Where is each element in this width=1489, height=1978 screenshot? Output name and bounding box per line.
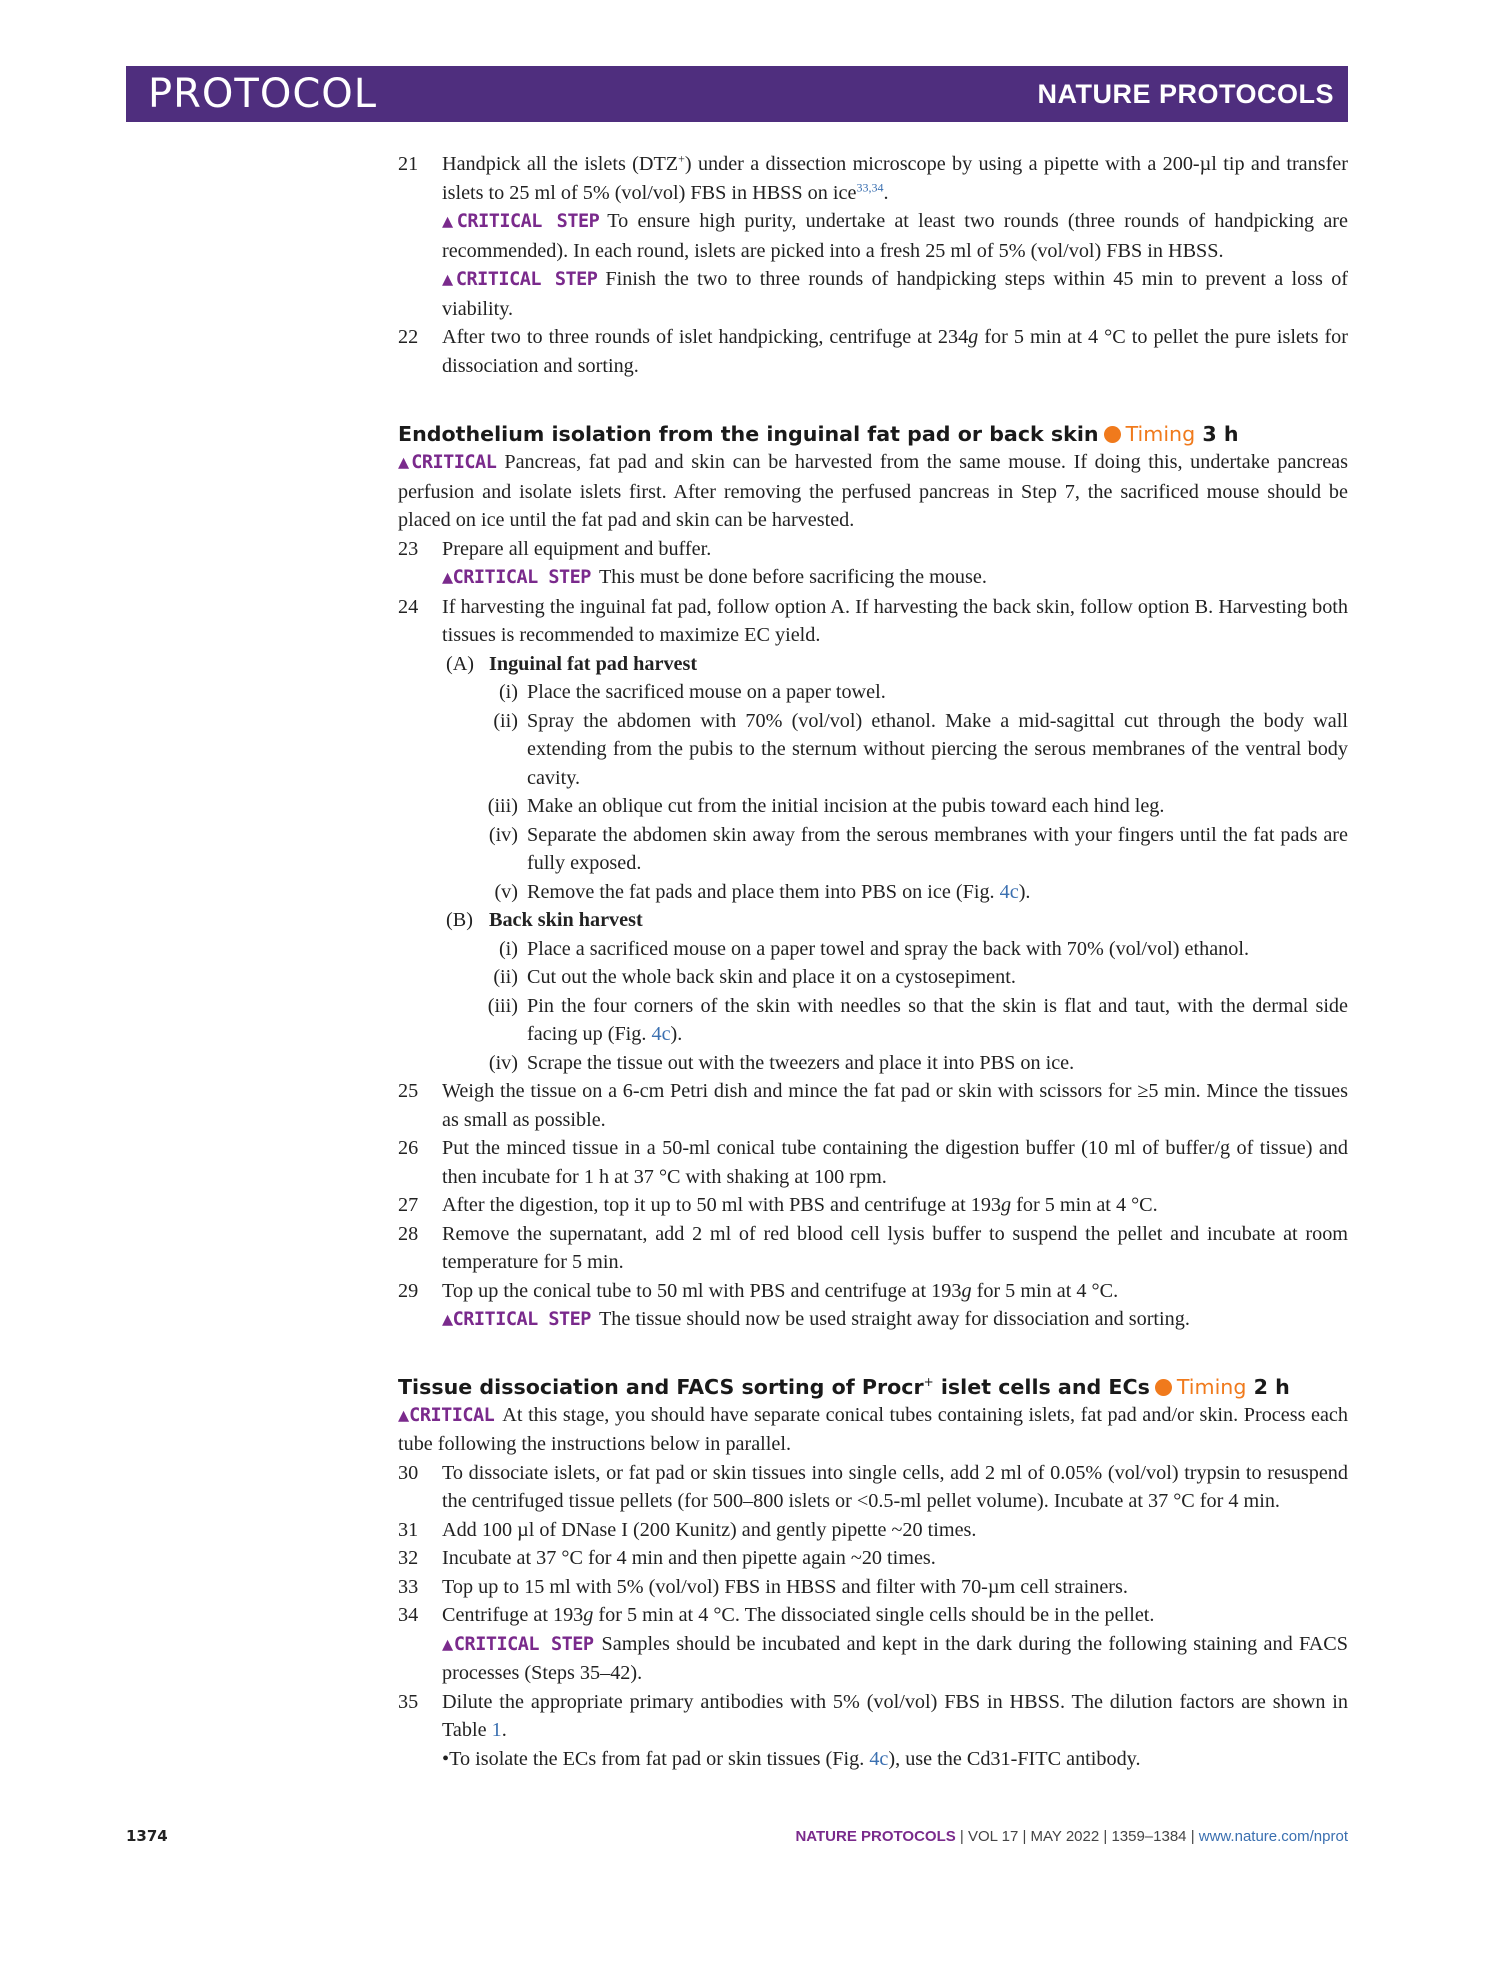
critical-label: ▲CRITICAL bbox=[398, 1404, 495, 1426]
substep: (iii) Make an oblique cut from the initial incision at the pubis toward each hind leg. bbox=[487, 795, 1165, 817]
step-34: 34 Centrifuge at 193g for 5 min at 4 °C. The dissociated single cells should be in the pellet. ▲CRITICAL STEP Samples should be incubated and kept in the dark during the following staining and FACS processes (Steps 35–42). bbox=[398, 1601, 1348, 1688]
step-number: 24 bbox=[398, 595, 419, 618]
citation-link[interactable]: 33,34 bbox=[856, 179, 884, 194]
option-label: (A) bbox=[446, 652, 475, 675]
journal-url-link[interactable]: www.nature.com/nprot bbox=[1198, 1828, 1348, 1845]
step-24: 24 If harvesting the inguinal fat pad, follow option A. If harvesting the back skin, follow option B. Harvesting both tissues is recommended to maximize EC yield. bbox=[398, 593, 1348, 650]
critical-step-label: ▲CRITICAL STEP bbox=[442, 567, 591, 588]
substep: (ii) Spray the abdomen with 70% (vol/vol) ethanol. Make a mid-sagittal cut through the body wall extending from the pubis to the sternum without piercing the serous membranes of the ventral body cavity. bbox=[493, 709, 1348, 789]
substep: (iii) Pin the four corners of the skin with needles so that the skin is flat and taut, with the dermal side facing up (Fig. 4c). bbox=[487, 994, 1348, 1045]
substep: (v) Remove the fat pads and place them into PBS on ice (Fig. 4c). bbox=[494, 880, 1031, 903]
critical-step: ▲CRITICAL STEP The tissue should now be used straight away for dissociation and sorting. bbox=[442, 1308, 1190, 1330]
option-title: Back skin harvest bbox=[489, 909, 643, 931]
section-heading: Endothelium isolation from the inguinal fat pad or back skin Timing 3 h bbox=[398, 422, 1239, 446]
critical-step-label: ▲CRITICAL STEP bbox=[442, 1633, 594, 1655]
bullet-icon: • bbox=[442, 1747, 450, 1770]
option-title: Inguinal fat pad harvest bbox=[489, 652, 698, 675]
critical-step-label: ▲CRITICAL STEP bbox=[442, 269, 598, 290]
step-35: 35 Dilute the appropriate primary antibodies with 5% (vol/vol) FBS in HBSS. The dilution factors are shown in Table 1. •To isolate the ECs from fat pad or skin tissues (Fig. 4c), use the Cd31-FITC antibody. bbox=[398, 1688, 1348, 1774]
section-critical-note: ▲CRITICAL At this stage, you should have separate conical tubes containing islets, fat pad and/or skin. Process each tube following the instructions below in parallel. bbox=[398, 1403, 1348, 1455]
substep: (iv) Scrape the tissue out with the tweezers and place it into PBS on ice. bbox=[488, 1051, 1075, 1074]
critical-step: ▲CRITICAL STEP To ensure high purity, undertake at least two rounds (three rounds of handpicking are recommended). In each round, islets are picked into a fresh 25 ml of 5% (vol/vol) FBS in HBSS. bbox=[442, 210, 1348, 262]
substep: (ii) Cut out the whole back skin and place it on a cystosepiment. bbox=[493, 966, 1016, 988]
table-link[interactable]: 1 bbox=[491, 1719, 502, 1741]
step-32: 32 Incubate at 37 °C for 4 min and then pipette again ~20 times. bbox=[398, 1544, 1348, 1573]
timing-dot-icon bbox=[1104, 426, 1121, 443]
step-number: 29 bbox=[398, 1279, 419, 1302]
step-33: 33 Top up to 15 ml with 5% (vol/vol) FBS in HBSS and filter with 70-µm cell strainers. bbox=[398, 1573, 1348, 1602]
substep: (i) Place the sacrificed mouse on a paper towel. bbox=[498, 681, 886, 703]
critical-step: ▲CRITICAL STEP Finish the two to three rounds of handpicking steps within 45 min to prevent a loss of viability. bbox=[442, 268, 1349, 320]
step-30: 30 To dissociate islets, or fat pad or skin tissues into single cells, add 2 ml of 0.05% (vol/vol) trypsin to resuspend the centrifuged tissue pellets (for 500–800 islets or <0.5-ml pellet volume). Incubate at 37 °C for 4 min. bbox=[398, 1459, 1348, 1516]
substep: (i) Place a sacrificed mouse on a paper towel and spray the back with 70% (vol/vol) ethanol. bbox=[498, 937, 1250, 960]
step-27: 27 After the digestion, top it up to 50 ml with PBS and centrifuge at 193g for 5 min at 4 °C. bbox=[398, 1191, 1348, 1220]
step-number: 34 bbox=[398, 1604, 419, 1626]
footer-citation: NATURE PROTOCOLS | VOL 17 | MAY 2022 | 1359–1384 | www.nature.com/nprot bbox=[795, 1828, 1348, 1845]
page-number: 1374 bbox=[126, 1827, 168, 1845]
step-number: 33 bbox=[398, 1575, 419, 1598]
step-23: 23 Prepare all equipment and buffer. ▲CRITICAL STEP This must be done before sacrificing the mouse. bbox=[398, 535, 1348, 593]
step-28: 28 Remove the supernatant, add 2 ml of red blood cell lysis buffer to suspend the pellet and incubate at room temperature for 5 min. bbox=[398, 1220, 1348, 1277]
step-number: 28 bbox=[398, 1222, 419, 1245]
critical-label: ▲CRITICAL bbox=[398, 452, 497, 473]
step-21: 21 Handpick all the islets (DTZ+) under a dissection microscope by using a pipette with a 200-µl tip and transfer islets to 25 ml of 5% (vol/vol) FBS in HBSS on ice$^{33,34}$. ▲CRITICAL STEP To ensure high purity, undertake at least two rounds (three rounds of handpicking are recommended). In each round, islets are picked into a fresh 25 ml of 5% (vol/vol) FBS in HBSS. ▲CRITICAL STEP Finish the two to three rounds of handpicking steps within 45 min to prevent a loss of viability. bbox=[398, 150, 1348, 323]
critical-step-label: ▲CRITICAL STEP bbox=[442, 1309, 591, 1330]
step-number: 21 bbox=[398, 153, 419, 175]
step-number: 35 bbox=[398, 1690, 419, 1713]
option-a bbox=[398, 650, 1348, 907]
option-label: (B) bbox=[446, 909, 473, 931]
article-body bbox=[398, 150, 1348, 1773]
section-heading: Tissue dissociation and FACS sorting of Procr+ islet cells and ECs Timing 2 h bbox=[398, 1374, 1290, 1399]
critical-step: ▲CRITICAL STEP This must be done before sacrificing the mouse. bbox=[442, 566, 987, 588]
step-number: 27 bbox=[398, 1194, 419, 1216]
header-journal-name: NATURE PROTOCOLS bbox=[1037, 78, 1334, 109]
section-critical-note: ▲CRITICAL Pancreas, fat pad and skin can be harvested from the same mouse. If doing this, undertake pancreas perfusion and isolate islets first. After removing the perfused pancreas in Step 7, the sacrificed mouse should be placed on ice until the fat pad and skin can be harvested. bbox=[398, 451, 1348, 531]
bullet-item: •To isolate the ECs from fat pad or skin tissues (Fig. 4c), use the Cd31-FITC antibody. bbox=[442, 1747, 1141, 1770]
step-number: 23 bbox=[398, 537, 419, 560]
step-number: 30 bbox=[398, 1461, 419, 1484]
step-number: 32 bbox=[398, 1547, 419, 1569]
step-31: 31 Add 100 µl of DNase I (200 Kunitz) and gently pipette ~20 times. bbox=[398, 1516, 1348, 1545]
step-number: 25 bbox=[398, 1080, 419, 1102]
step-number: 26 bbox=[398, 1137, 419, 1159]
step-25: 25 Weigh the tissue on a 6-cm Petri dish and mince the fat pad or skin with scissors for ≥5 min. Mince the tissues as small as possible. bbox=[398, 1077, 1348, 1134]
figure-link[interactable]: 4c bbox=[999, 880, 1019, 903]
step-29: 29 Top up the conical tube to 50 ml with PBS and centrifuge at 193g for 5 min at 4 °C. ▲CRITICAL STEP The tissue should now be used straight away for dissociation and sorting. bbox=[398, 1277, 1348, 1335]
critical-step: ▲CRITICAL STEP Samples should be incubated and kept in the dark during the following staining and FACS processes (Steps 35–42). bbox=[442, 1632, 1348, 1684]
option-b bbox=[398, 906, 1348, 1077]
step-22: 22 After two to three rounds of islet handpicking, centrifuge at 234g for 5 min at 4 °C to pellet the pure islets for dissociation and sorting. bbox=[398, 323, 1348, 380]
header-bar bbox=[126, 66, 1348, 122]
critical-step-label: ▲CRITICAL STEP bbox=[442, 211, 600, 232]
step-number: 31 bbox=[398, 1518, 419, 1541]
substep: (iv) Separate the abdomen skin away from the serous membranes with your fingers until the fat pads are fully exposed. bbox=[488, 823, 1348, 874]
header-protocol-label: PROTOCOL bbox=[148, 71, 378, 117]
step-number: 22 bbox=[398, 326, 419, 348]
figure-link[interactable]: 4c bbox=[869, 1747, 889, 1770]
figure-link[interactable]: 4c bbox=[651, 1023, 671, 1045]
timing-dot-icon bbox=[1155, 1379, 1172, 1396]
step-26: 26 Put the minced tissue in a 50-ml conical tube containing the digestion buffer (10 ml of buffer/g of tissue) and then incubate for 1 h at 37 °C with shaking at 100 rpm. bbox=[398, 1134, 1348, 1191]
